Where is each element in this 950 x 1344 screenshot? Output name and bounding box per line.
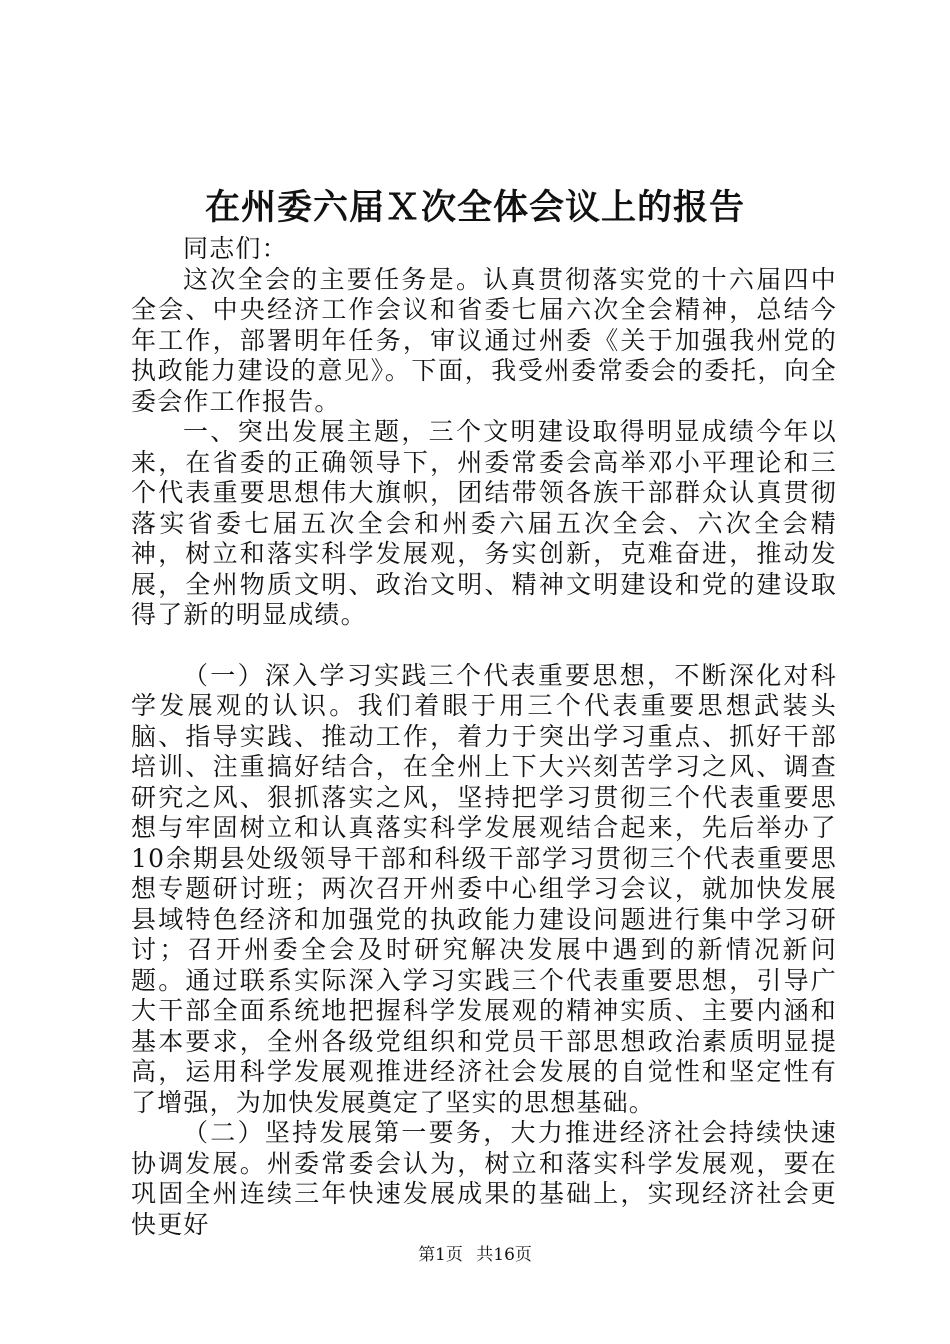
paragraph-gap [131, 631, 837, 661]
salutation: 同志们： [183, 234, 288, 263]
document-body [131, 234, 837, 1240]
paragraph-subsection-one: （一）深入学习实践三个代表重要思想，不断深化对科学发展观的认识。我们着眼于用三个代表重要思想武装头脑、指导实践、推动工作，着力于突出学习重点、抓好干部培训、注重搞好结合，在全州上下大兴刻苦学习之风、调查研究之风、狠抓落实之风，坚持把学习贯彻三个代表重要思想与牢固树立和认真落实科学发展观结合起来，先后举办了10余期县处级领导干部和科级干部学习贯彻三个代表重要思想专题研讨班；两次召开州委中心组学习会议，就加快发展县域特色经济和加强党的执政能力建设问题进行集中学习研讨；召开州委全会及时研究解决发展中遇到的新情况新问题。通过联系实际深入学习实践三个代表重要思想，引导广大干部全面系统地把握科学发展观的精神实质、主要内涵和基本要求，全州各级党组织和党员干部思想政治素质明显提高，运用科学发展观推进经济社会发展的自觉性和坚定性有了增强，为加快发展奠定了坚实的思想基础。 [131, 660, 837, 1117]
page-footer [0, 1244, 950, 1266]
document-title: 在州委六届Ｘ次全体会议上的报告 [204, 187, 745, 228]
paragraph-section-one: 一、突出发展主题，三个文明建设取得明显成绩今年以来，在省委的正确领导下，州委常委会高举邓小平理论和三个代表重要思想伟大旗帜，团结带领各族干部群众认真贯彻落实省委七届五次全会和州委六届五次全会、六次全会精神，树立和落实科学发展观，务实创新，克难奋进，推动发展，全州物质文明、政治文明、精神文明建设和党的建设取得了新的明显成绩。 [131, 417, 837, 629]
page-number: 第1页 [418, 1245, 463, 1265]
paragraph-subsection-two: （二）坚持发展第一要务，大力推进经济社会持续快速协调发展。州委常委会认为，树立和落实科学发展观，要在巩固全州连续三年快速发展成果的基础上，实现经济社会更快更好 [131, 1118, 837, 1239]
paragraph-intro: 这次全会的主要任务是。认真贯彻落实党的十六届四中全会、中央经济工作会议和省委七届六次全会精神，总结今年工作，部署明年任务，审议通过州委《关于加强我州党的执政能力建设的意见》。下面，我受州委常委会的委托，向全委会作工作报告。 [131, 264, 837, 416]
page-total: 共16页 [476, 1245, 532, 1265]
